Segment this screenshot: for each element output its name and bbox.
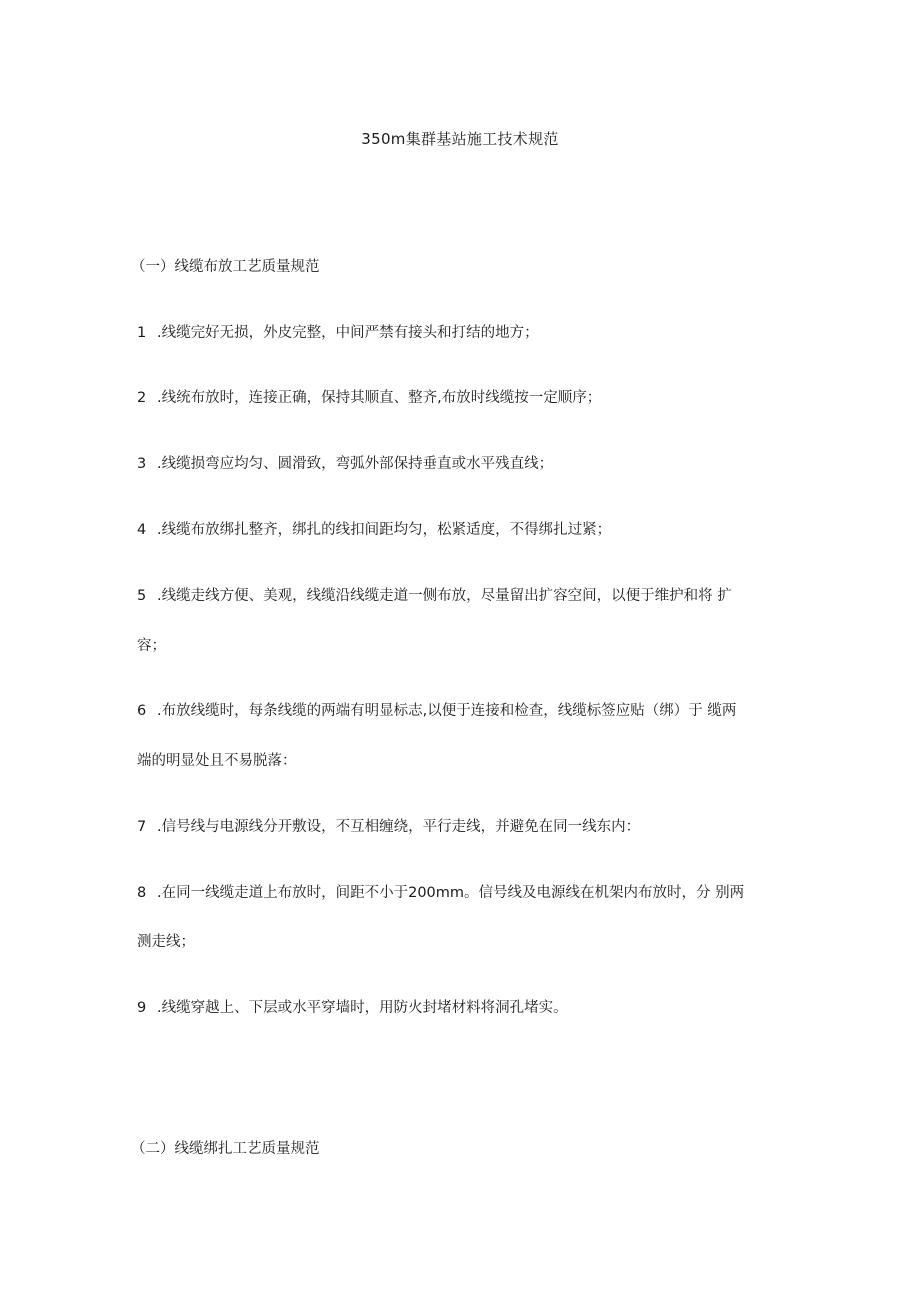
item-text: .线统布放时，连接正确，保持其顺直、整齐,布放时线缆按一定顺序；: [157, 390, 602, 406]
list-item-6: [137, 701, 736, 721]
item-text: .信号线与电源线分开敷设，不互相缠绕，平行走线，并避免在同一线东内：: [157, 819, 641, 835]
section-heading-2: （二）线缆绑扎工艺质量规范: [131, 1141, 320, 1157]
item-number: 2: [137, 390, 147, 406]
item-text: .线缆穿越上、下层或水平穿墙时，用防火封堵材料将洞孔堵实。: [157, 1000, 568, 1016]
item-text: .线缆损弯应均匀、圆滑致，弯弧外部保持垂直或水平残直线；: [157, 456, 554, 472]
item-text: .线缆布放绑扎整齐，绑扎的线扣间距均匀，松紧适度，不得绑扎过紧；: [157, 522, 612, 538]
list-item-1: [137, 323, 539, 343]
item-text: .线缆走线方便、美观，线缆沿线缆走道一侧布放，尽量留出扩容空间，以便于维护和将 扩: [157, 588, 732, 604]
list-item-8: [137, 883, 744, 903]
list-item-6-continuation: 端的明显处且不易脱落：: [137, 753, 297, 769]
item-text: .布放线缆时，每条线缆的两端有明显标志,以便于连接和检查，线缆标签应贴（绑）于 缆两: [157, 703, 737, 719]
item-number: 9: [137, 1000, 147, 1016]
item-number: 5: [137, 588, 147, 604]
section-heading-1: （一）线缆布放工艺质量规范: [131, 259, 320, 275]
list-item-7: [137, 817, 640, 837]
item-text: .在同一线缆走道上布放时，间距不小于200mm。信号线及电源线在机架内布放时，分 别两: [157, 885, 745, 901]
list-item-5-continuation: 容；: [137, 638, 166, 654]
item-number: 6: [137, 703, 147, 719]
document-title: 350m集群基站施工技术规范: [361, 130, 559, 148]
list-item-4: [137, 520, 611, 540]
list-item-9: [137, 998, 568, 1018]
list-item-5: [137, 586, 732, 606]
item-number: 4: [137, 522, 147, 538]
list-item-8-continuation: 测走线；: [137, 934, 195, 950]
item-text: .线缆完好无损，外皮完整，中间严禁有接头和打结的地方；: [157, 325, 539, 341]
list-item-3: [137, 454, 553, 474]
item-number: 1: [137, 325, 147, 341]
item-number: 8: [137, 885, 147, 901]
item-number: 7: [137, 819, 147, 835]
list-item-2: [137, 388, 601, 408]
item-number: 3: [137, 456, 147, 472]
